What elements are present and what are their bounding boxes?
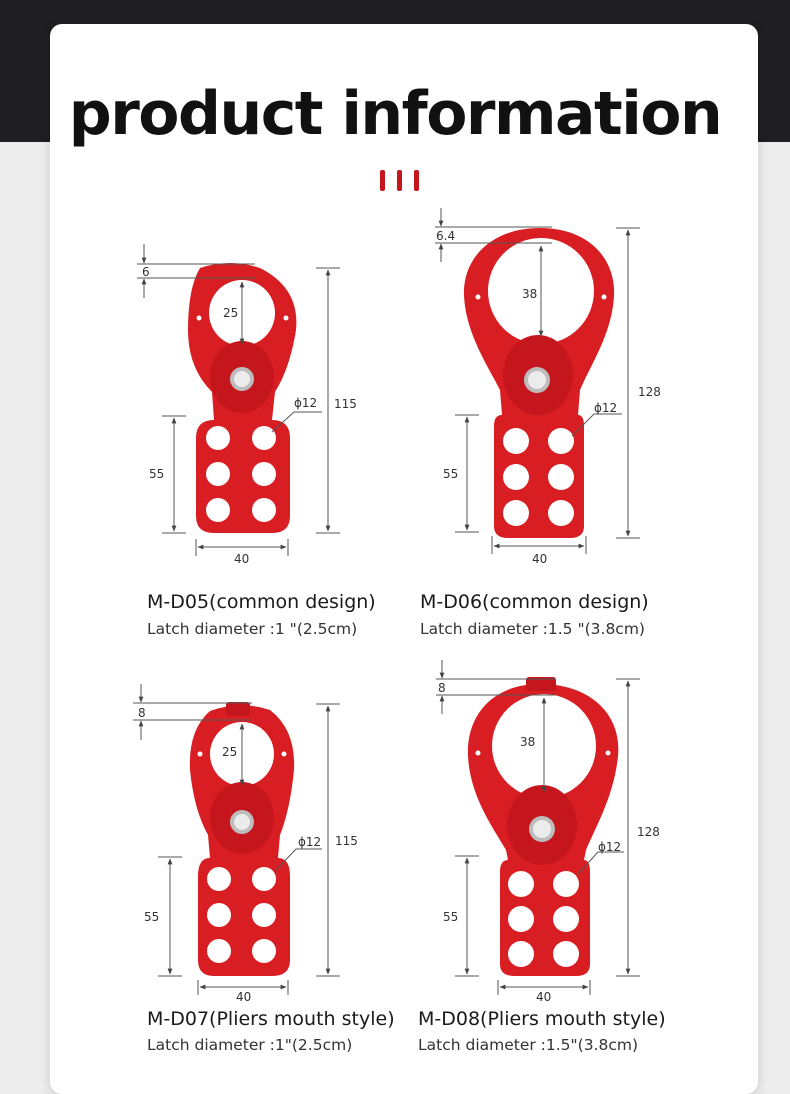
dim-width: 40 (536, 990, 552, 1004)
dim-hole: ϕ12 (594, 401, 618, 415)
product-latch-m-d07: Latch diameter :1"(2.5cm) (147, 1036, 353, 1054)
hasp-diagram-m-d08 (436, 660, 660, 1004)
hasp-diagram-m-d05 (137, 244, 357, 566)
dim-width: 40 (532, 552, 548, 566)
product-model-m-d08: M-D08(Pliers mouth style) (418, 1008, 666, 1030)
dim-ring: 38 (520, 735, 536, 749)
dim-holes-span: 55 (149, 467, 165, 481)
dim-ring: 38 (522, 287, 538, 301)
dim-top: 8 (138, 706, 146, 720)
dim-top: 8 (438, 681, 446, 695)
dim-ring: 25 (222, 745, 238, 759)
page-title: product information (68, 79, 722, 149)
dim-holes-span: 55 (144, 910, 160, 924)
dim-top: 6 (142, 265, 150, 279)
dim-hole: ϕ12 (598, 840, 622, 854)
hasp-m-d08 (468, 677, 618, 976)
product-latch-m-d05: Latch diameter :1 "(2.5cm) (147, 620, 358, 638)
dim-width: 40 (234, 552, 250, 566)
product-model-m-d07: M-D07(Pliers mouth style) (147, 1008, 395, 1030)
hasp-diagram-m-d07 (133, 684, 358, 1004)
dim-height: 115 (335, 834, 358, 848)
dim-hole: ϕ12 (298, 835, 322, 849)
dim-height: 128 (638, 385, 661, 399)
dim-ring: 25 (223, 306, 239, 320)
hasp-m-d06 (464, 228, 614, 538)
dim-height: 128 (637, 825, 660, 839)
product-latch-m-d08: Latch diameter :1.5"(3.8cm) (418, 1036, 639, 1054)
product-model-m-d06: M-D06(common design) (420, 591, 649, 613)
dim-width: 40 (236, 990, 252, 1004)
hasp-diagram-m-d06 (435, 208, 661, 566)
dim-hole: ϕ12 (294, 396, 318, 410)
product-latch-m-d06: Latch diameter :1.5 "(3.8cm) (420, 620, 645, 638)
product-model-m-d05: M-D05(common design) (147, 591, 376, 613)
dim-height: 115 (334, 397, 357, 411)
dim-holes-span: 55 (443, 467, 459, 481)
dim-top: 6.4 (436, 229, 456, 243)
dim-holes-span: 55 (443, 910, 459, 924)
